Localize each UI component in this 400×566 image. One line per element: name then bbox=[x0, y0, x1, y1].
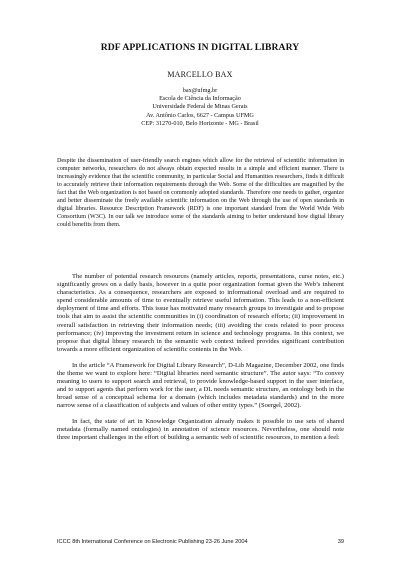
paragraph: In the article “A Framework for Digital Library Research”, D-Lib Magazine, December 2002, one finds the theme we want to explore here: “Digital libraries need semantic structure”. The autor says: “To convey meaning to users to support search and retrieval, to provide knowledge-based support in the user interface, and to support agents that perform work for the user, a DL needs semantic structure, an ontology both in the broad sense of a conceptual schema for a domain (which includes metadata standards) and in the more narrow sense of a classification of subjects and values of other entity types.” (Soergel, 2002). bbox=[57, 361, 344, 409]
page-number: 39 bbox=[337, 539, 344, 545]
author-affiliation bbox=[0, 87, 400, 128]
paragraph: The number of potential research resources (namely articles, reports, presentations, curse notes, etc.) significantly grows on a daily basis, however in a quite poor organization format given the Web’s inherent characteristics. As a consequence, researchers are exposed to informational overload and are required to spend considerable amounts of time to eventually retrieve useful information. This leads to a non-efficient deployment of time and efforts. This issue has motivated many research groups to investigate and to propose tools that aim to assist the scientific communities in (i) coordination of research efforts; (ii) improvement in overall satisfaction in retrieving their information needs; (iii) avoiding the costs related to poor process performance; (iv) improving the investment return in science and technology programs. In this context, we propose that digital library research in the semantic web context indeed provides significant contribution towards a more efficient organization of scientific contents in the Web. bbox=[57, 273, 344, 353]
paper-title: RDF APPLICATIONS IN DIGITAL LIBRARY bbox=[100, 42, 300, 53]
affiliation-university: Universidade Federal de Minas Gerais bbox=[152, 103, 248, 111]
affiliation-school: Escola de Ciência da Informação bbox=[159, 95, 241, 103]
affiliation-address: Av. Antônio Carlos, 6627 - Campus UFMG bbox=[146, 111, 254, 119]
author-name: MARCELLO BAX bbox=[167, 70, 233, 79]
footer-conference: ICCC 8th International Conference on Electronic Publishing 23-26 June 2004 bbox=[57, 539, 248, 545]
paragraph: In fact, the state of art in Knowledge Organization already makes it possible to use sets of shared metadata (formally named ontologies) in annotation of science resources. Nevertheless, one should note three important challenges in the effort of building a semantic web of scientific resources, to mention a feel: bbox=[57, 417, 344, 441]
body-text bbox=[57, 273, 344, 450]
abstract: Despite the dissemination of user-friendly search engines which allow for the retrieval of scientific information in computer networks, researchers do not always obtain expected results in a simple and efficient manner. There is increasingly evidence that the scientific community, in particular Social and Humanities researchers, finds it difficult to accurately retrieve their information requirements through the Web. Some of the difficulties are magnified by the fact that the Web organization is not based on commonly adopted standards. Therefore one needs to gather, organize and better disseminate the freely available scientific information on the Web through the use of open standards in digital libraries. Resource Description Framework (RDF) is one important standard from the World Wide Web Consortium (W3C). In our talk we introduce some of the standards aiming to better understand how digital library could benefits from them. bbox=[57, 158, 344, 229]
page-footer bbox=[57, 539, 344, 545]
author-email: bax@ufmg.br bbox=[182, 87, 218, 94]
affiliation-postcode: CEP: 31270-010, Belo Horizonte - MG - Brasil bbox=[141, 119, 259, 127]
